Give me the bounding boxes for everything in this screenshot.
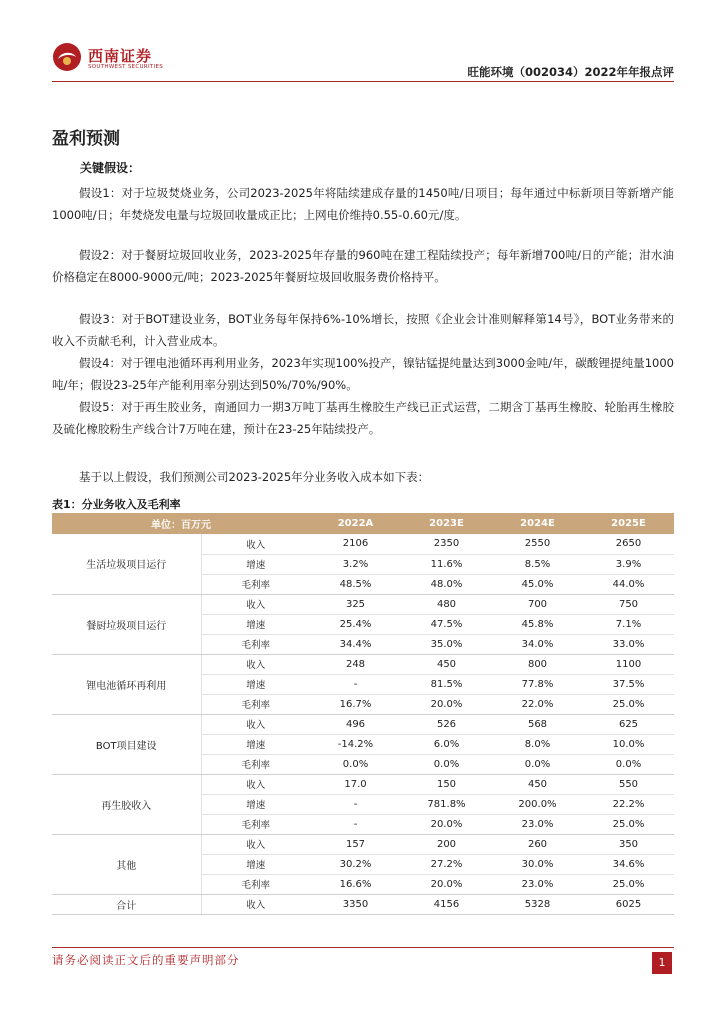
assumption-paragraph-4: 假设4：对于锂电池循环再利用业务，2023年实现100%投产，镍钴锰提纯量达到3000金吨/年，碳酸锂提纯量1000吨/年；假设23-25年产能利用率分别达到50%/70%/90%。	[52, 356, 674, 392]
table-row	[52, 594, 674, 614]
header-2024e: 2024E	[492, 513, 583, 534]
value-cell: 2106	[310, 534, 401, 554]
metric-label-cell: 收入	[201, 654, 310, 674]
table-row	[52, 774, 674, 794]
value-cell: 526	[401, 714, 492, 734]
value-cell: 20.0%	[401, 694, 492, 714]
value-cell: 34.4%	[310, 634, 401, 654]
value-cell: 77.8%	[492, 674, 583, 694]
metric-label-cell: 增速	[201, 734, 310, 754]
value-cell: 2350	[401, 534, 492, 554]
metric-label-cell: 收入	[201, 834, 310, 854]
value-cell: 260	[492, 834, 583, 854]
segment-name-cell: 其他	[52, 834, 201, 894]
value-cell: 800	[492, 654, 583, 674]
metric-label-cell: 毛利率	[201, 874, 310, 894]
value-cell: 350	[583, 834, 674, 854]
forecast-table	[52, 513, 674, 915]
table-row	[52, 534, 674, 554]
value-cell: -	[310, 814, 401, 834]
metric-label-cell: 毛利率	[201, 754, 310, 774]
value-cell: 33.0%	[583, 634, 674, 654]
forecast-intro-paragraph: 基于以上假设，我们预测公司2023-2025年分业务收入成本如下表：	[79, 470, 430, 484]
value-cell: 35.0%	[401, 634, 492, 654]
metric-label-cell: 增速	[201, 854, 310, 874]
metric-label-cell: 毛利率	[201, 634, 310, 654]
metric-label-cell: 毛利率	[201, 694, 310, 714]
page-header	[52, 40, 674, 82]
value-cell: 7.1%	[583, 614, 674, 634]
footer-divider	[52, 947, 674, 948]
section-title: 盈利预测	[52, 129, 120, 149]
value-cell: 22.0%	[492, 694, 583, 714]
value-cell: 45.8%	[492, 614, 583, 634]
value-cell: -	[310, 674, 401, 694]
header-2022a: 2022A	[310, 513, 401, 534]
assumption-paragraph-3: 假设3：对于BOT建设业务，BOT业务每年保持6%-10%增长，按照《企业会计准则解释第14号》，BOT业务带来的收入不贡献毛利，计入营业成本。	[52, 312, 674, 348]
assumption-paragraph-1: 假设1：对于垃圾焚烧业务，公司2023-2025年将陆续建成存量的1450吨/日项目；每年通过中标新项目等新增产能1000吨/日；年焚烧发电量与垃圾回收量成正比；上网电价维持0.55-0.60元/度。	[52, 186, 674, 222]
logo-text-cn: 西南证券	[88, 47, 153, 65]
value-cell: 0.0%	[310, 754, 401, 774]
value-cell: 550	[583, 774, 674, 794]
value-cell: 23.0%	[492, 874, 583, 894]
logo-text-en: SOUTHWEST SECURITIES	[88, 64, 164, 70]
metric-label-cell: 收入	[201, 774, 310, 794]
value-cell: 16.6%	[310, 874, 401, 894]
value-cell: 5328	[492, 894, 583, 914]
value-cell: -	[310, 794, 401, 814]
value-cell: 0.0%	[401, 754, 492, 774]
value-cell: 3.9%	[583, 554, 674, 574]
value-cell: 480	[401, 594, 492, 614]
table-row	[52, 834, 674, 854]
value-cell: 25.0%	[583, 694, 674, 714]
value-cell: 81.5%	[401, 674, 492, 694]
value-cell: 27.2%	[401, 854, 492, 874]
value-cell: 248	[310, 654, 401, 674]
value-cell: -14.2%	[310, 734, 401, 754]
value-cell: 568	[492, 714, 583, 734]
segment-name-cell: 餐厨垃圾项目运行	[52, 594, 201, 654]
table-row	[52, 714, 674, 734]
segment-name-cell: 锂电池循环再利用	[52, 654, 201, 714]
value-cell: 750	[583, 594, 674, 614]
value-cell: 48.5%	[310, 574, 401, 594]
value-cell: 3.2%	[310, 554, 401, 574]
value-cell: 16.7%	[310, 694, 401, 714]
value-cell: 47.5%	[401, 614, 492, 634]
value-cell: 44.0%	[583, 574, 674, 594]
value-cell: 1100	[583, 654, 674, 674]
table-caption: 表1：分业务收入及毛利率	[52, 498, 181, 511]
value-cell: 625	[583, 714, 674, 734]
value-cell: 20.0%	[401, 874, 492, 894]
assumption-paragraph-5: 假设5：对于再生胶业务，南通回力一期3万吨丁基再生橡胶生产线已正式运营，二期含丁基再生橡胶、轮胎再生橡胶及硫化橡胶粉生产线合计7万吨在建，预计在23-25年陆续投产。	[52, 400, 674, 436]
value-cell: 325	[310, 594, 401, 614]
key-assumptions-heading: 关键假设：	[80, 161, 141, 175]
value-cell: 34.0%	[492, 634, 583, 654]
value-cell: 25.4%	[310, 614, 401, 634]
metric-label-cell: 增速	[201, 614, 310, 634]
table-body	[52, 534, 674, 914]
header-2025e: 2025E	[583, 513, 674, 534]
metric-label-cell: 毛利率	[201, 574, 310, 594]
report-title: 旺能环境（002034）2022年年报点评	[467, 65, 674, 79]
value-cell: 45.0%	[492, 574, 583, 594]
value-cell: 8.0%	[492, 734, 583, 754]
value-cell: 11.6%	[401, 554, 492, 574]
value-cell: 6025	[583, 894, 674, 914]
value-cell: 20.0%	[401, 814, 492, 834]
table-header-row	[52, 513, 674, 534]
metric-label-cell: 增速	[201, 674, 310, 694]
value-cell: 200	[401, 834, 492, 854]
value-cell: 25.0%	[583, 814, 674, 834]
value-cell: 0.0%	[492, 754, 583, 774]
value-cell: 34.6%	[583, 854, 674, 874]
segment-name-cell: 生活垃圾项目运行	[52, 534, 201, 594]
assumption-paragraph-2: 假设2：对于餐厨垃圾回收业务，2023-2025年存量的960吨在建工程陆续投产；每年新增700吨/日的产能；泔水油价格稳定在8000-9000元/吨；2023-2025年餐厨垃圾回收服务费价格持平。	[52, 248, 674, 284]
value-cell: 30.2%	[310, 854, 401, 874]
value-cell: 23.0%	[492, 814, 583, 834]
metric-label-cell: 收入	[201, 894, 310, 914]
value-cell: 450	[492, 774, 583, 794]
value-cell: 37.5%	[583, 674, 674, 694]
value-cell: 6.0%	[401, 734, 492, 754]
table-row	[52, 894, 674, 914]
value-cell: 2550	[492, 534, 583, 554]
logo-emblem-icon	[52, 42, 82, 72]
header-2023e: 2023E	[401, 513, 492, 534]
metric-label-cell: 收入	[201, 594, 310, 614]
segment-name-cell: 再生胶收入	[52, 774, 201, 834]
segment-name-cell: BOT项目建设	[52, 714, 201, 774]
value-cell: 3350	[310, 894, 401, 914]
disclaimer-note: 请务必阅读正文后的重要声明部分	[52, 953, 240, 967]
metric-label-cell: 毛利率	[201, 814, 310, 834]
value-cell: 25.0%	[583, 874, 674, 894]
value-cell: 17.0	[310, 774, 401, 794]
value-cell: 0.0%	[583, 754, 674, 774]
segment-name-cell: 合计	[52, 894, 201, 914]
value-cell: 450	[401, 654, 492, 674]
value-cell: 48.0%	[401, 574, 492, 594]
value-cell: 22.2%	[583, 794, 674, 814]
value-cell: 200.0%	[492, 794, 583, 814]
value-cell: 4156	[401, 894, 492, 914]
value-cell: 700	[492, 594, 583, 614]
value-cell: 30.0%	[492, 854, 583, 874]
page-number: 1	[652, 952, 672, 974]
value-cell: 8.5%	[492, 554, 583, 574]
metric-label-cell: 收入	[201, 534, 310, 554]
metric-label-cell: 增速	[201, 554, 310, 574]
header-unit: 单位：百万元	[52, 513, 310, 534]
value-cell: 2650	[583, 534, 674, 554]
value-cell: 150	[401, 774, 492, 794]
value-cell: 496	[310, 714, 401, 734]
value-cell: 157	[310, 834, 401, 854]
table-row	[52, 654, 674, 674]
metric-label-cell: 增速	[201, 794, 310, 814]
value-cell: 10.0%	[583, 734, 674, 754]
metric-label-cell: 收入	[201, 714, 310, 734]
value-cell: 781.8%	[401, 794, 492, 814]
